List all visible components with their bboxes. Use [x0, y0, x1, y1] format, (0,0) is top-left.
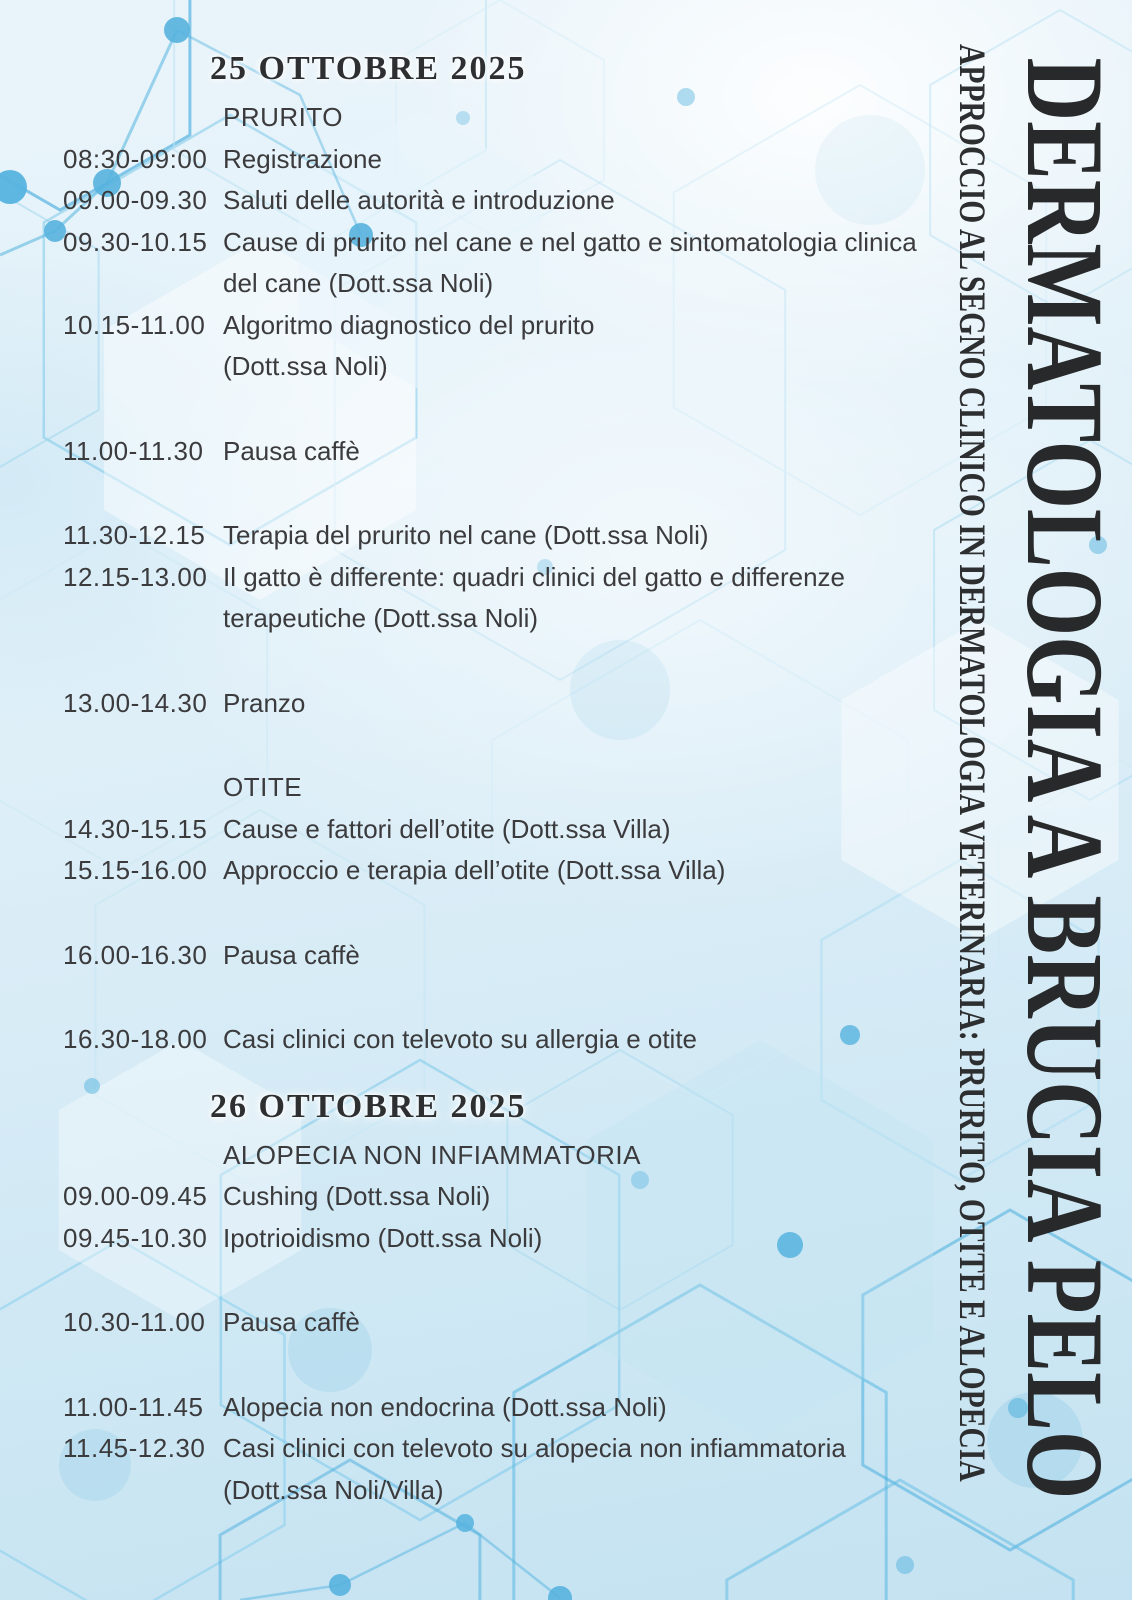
- schedule-row: [0, 1428, 955, 1511]
- entry-description: [223, 1218, 542, 1260]
- section-label: [223, 97, 343, 139]
- schedule-row: [0, 683, 955, 725]
- text-line: Pausa caffè: [223, 435, 360, 466]
- schedule-row: [0, 1218, 955, 1260]
- entry-description: [223, 180, 615, 222]
- text-line: Alopecia non endocrina (Dott.ssa Noli): [223, 1391, 667, 1422]
- entry-description: [223, 515, 709, 557]
- schedule-row: [0, 222, 955, 305]
- entry-description: [223, 1428, 846, 1511]
- day-block: [0, 1088, 955, 1512]
- entry-time: 15.15-16.00: [63, 855, 208, 885]
- text-line: Il gatto è differente: quadri clinici del gatto e differenze: [223, 561, 845, 592]
- entry-time: 11.30-12.15: [63, 520, 206, 550]
- text-line: ALOPECIA NON INFIAMMATORIA: [223, 1139, 641, 1170]
- schedule-row: [0, 305, 955, 388]
- text-line: Ipotrioidismo (Dott.ssa Noli): [223, 1222, 543, 1253]
- entry-time: 16.00-16.30: [63, 939, 208, 970]
- entry-time: 09.00-09.45: [63, 1181, 208, 1211]
- text-line: Casi clinici con televoto su alopecia non infiammatoria: [223, 1433, 846, 1463]
- section-row: [0, 767, 955, 809]
- entry-description: [223, 935, 360, 977]
- text-line: Pausa caffè: [223, 939, 360, 970]
- text-line: del cane (Dott.ssa Noli): [223, 268, 494, 298]
- text-line: Cause e fattori dell’otite (Dott.ssa Villa): [223, 813, 671, 844]
- entry-time: 10.30-11.00: [63, 1307, 206, 1337]
- section-label: [223, 767, 302, 809]
- entry-description: [223, 1387, 667, 1429]
- section-row: [0, 1135, 955, 1177]
- text-line: Cushing (Dott.ssa Noli): [223, 1181, 491, 1211]
- entry-time: 13.00-14.30: [63, 687, 208, 718]
- network-dot: [896, 1556, 914, 1574]
- entry-time: 09.30-10.15: [63, 226, 208, 257]
- text-line: Algoritmo diagnostico del prurito: [223, 309, 595, 340]
- text-line: Cause di prurito nel cane e nel gatto e sintomatologia clinica: [223, 226, 917, 257]
- day-block: [0, 50, 955, 1061]
- schedule-row: [0, 1019, 955, 1061]
- text-line: Approccio e terapia dell’otite (Dott.ssa Villa): [223, 855, 726, 885]
- schedule-row: [0, 180, 955, 222]
- schedule-row: [0, 557, 955, 640]
- network-dot: [548, 1586, 572, 1600]
- entry-time: 11.45-12.30: [63, 1433, 206, 1463]
- schedule-row: [0, 1176, 955, 1218]
- text-line: Terapia del prurito nel cane (Dott.ssa Noli): [223, 520, 709, 550]
- entry-time: 10.15-11.00: [63, 309, 206, 340]
- text-line: OTITE: [223, 772, 303, 802]
- entry-time: 12.15-13.00: [63, 561, 208, 592]
- entry-description: [223, 1019, 697, 1061]
- text-line: Registrazione: [223, 143, 382, 174]
- schedule-row: [0, 515, 955, 557]
- entry-time: 08:30-09:00: [63, 143, 208, 174]
- text-line: (Dott.ssa Noli/Villa): [223, 1474, 444, 1505]
- text-line: (Dott.ssa Noli): [223, 351, 388, 381]
- entry-time: 09.00-09.30: [63, 185, 208, 215]
- entry-time: 11.00-11.30: [63, 435, 204, 466]
- entry-description: [223, 1176, 490, 1218]
- text-line: Pausa caffè: [223, 1307, 360, 1337]
- section-row: [0, 97, 955, 139]
- entry-time: 09.45-10.30: [63, 1222, 208, 1253]
- entry-description: [223, 139, 382, 181]
- entry-description: [223, 683, 305, 725]
- entry-description: [223, 557, 845, 640]
- day-date-heading: 26 OTTOBRE 2025: [210, 1087, 527, 1125]
- text-line: Saluti delle autorità e introduzione: [223, 185, 615, 215]
- schedule-row: [0, 935, 955, 977]
- schedule-row: [0, 850, 955, 892]
- text-line: PRURITO: [223, 102, 344, 132]
- entry-time: 16.30-18.00: [63, 1024, 208, 1054]
- entry-description: [223, 431, 360, 473]
- entry-description: [223, 850, 725, 892]
- text-line: terapeutiche (Dott.ssa Noli): [223, 603, 539, 633]
- entry-description: [223, 1302, 360, 1344]
- poster-title: DERMATOLOGIA A BRUCIA PELO: [1004, 57, 1126, 1500]
- entry-description: [223, 305, 594, 388]
- poster-subtitle: APPROCCIO AL SEGNO CLINICO IN DERMATOLOGIA VETERINARIA: PRURITO, OTITE E ALOPECIA: [950, 44, 992, 1482]
- section-label: [223, 1135, 641, 1177]
- day-date-heading: 25 OTTOBRE 2025: [210, 50, 527, 87]
- vertical-banner: [949, 0, 1126, 1600]
- entry-time: 11.00-11.45: [63, 1391, 204, 1422]
- entry-time: 14.30-15.15: [63, 813, 208, 844]
- text-line: Pranzo: [223, 687, 306, 718]
- text-line: Casi clinici con televoto su allergia e otite: [223, 1024, 698, 1054]
- entry-description: [223, 222, 917, 305]
- schedule-row: [0, 431, 955, 473]
- schedule-row: [0, 1302, 955, 1344]
- schedule-row: [0, 139, 955, 181]
- network-dot: [456, 1514, 474, 1532]
- schedule-row: [0, 1387, 955, 1429]
- network-dot: [329, 1574, 351, 1596]
- schedule-row: [0, 809, 955, 851]
- entry-description: [223, 809, 671, 851]
